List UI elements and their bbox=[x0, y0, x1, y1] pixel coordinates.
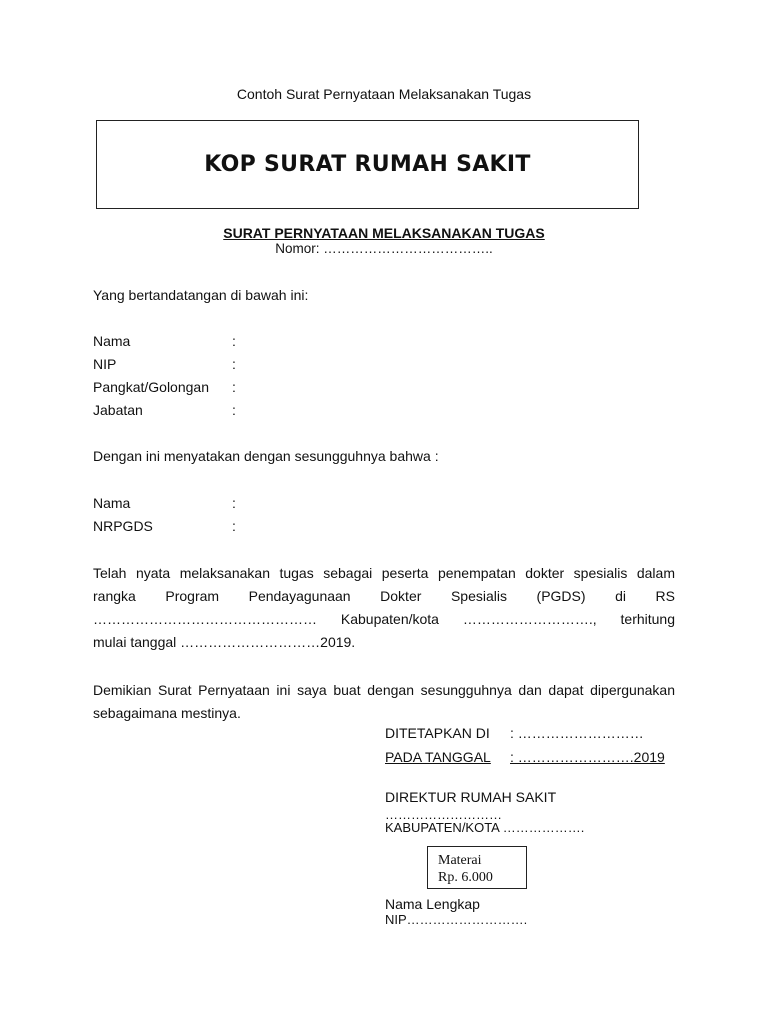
intro-text: Yang bertandatangan di bawah ini: bbox=[93, 287, 309, 303]
body-line: mulai tanggal …………………………2019. bbox=[93, 634, 356, 650]
field-colon: : bbox=[232, 495, 236, 511]
field-label: Nama bbox=[93, 495, 131, 511]
closing-line: Demikian Surat Pernyataan ini saya buat dengan sesungguhnya dan dapat dipergunakan bbox=[93, 682, 675, 698]
ditetapkan-value: : ……………………… bbox=[510, 725, 644, 741]
director-title: DIREKTUR RUMAH SAKIT bbox=[385, 789, 557, 805]
body-line: ………………………………………… Kabupaten/kota ………………………., terhitung bbox=[93, 611, 675, 627]
kabupaten-line: KABUPATEN/KOTA ………………. bbox=[385, 820, 585, 835]
closing-paragraph bbox=[93, 679, 675, 725]
tanggal-label: PADA TANGGAL bbox=[385, 749, 491, 765]
materai-amount: Rp. 6.000 bbox=[438, 870, 493, 885]
director-dots: ……………………… bbox=[385, 807, 502, 822]
signer-name: Nama Lengkap bbox=[385, 896, 480, 912]
field-colon: : bbox=[232, 333, 236, 349]
field-colon: : bbox=[232, 356, 236, 372]
letter-number: Nomor: ……………………………….. bbox=[275, 241, 493, 256]
declaration-text: Dengan ini menyatakan dengan sesungguhnya bahwa : bbox=[93, 448, 439, 464]
letter-title: SURAT PERNYATAAN MELAKSANAKAN TUGAS bbox=[223, 225, 545, 241]
field-label: NRPGDS bbox=[93, 518, 153, 534]
ditetapkan-label: DITETAPKAN DI bbox=[385, 725, 490, 741]
field-colon: : bbox=[232, 518, 236, 534]
field-label: NIP bbox=[93, 356, 117, 372]
closing-line: sebagaimana mestinya. bbox=[93, 705, 241, 721]
field-label: Nama bbox=[93, 333, 131, 349]
letterhead-title: KOP SURAT RUMAH SAKIT bbox=[204, 152, 531, 177]
body-paragraph bbox=[93, 562, 675, 654]
letterhead-box bbox=[96, 120, 639, 209]
body-line: rangka Program Pendayagunaan Dokter Spesialis (PGDS) di RS bbox=[93, 588, 675, 604]
document-caption: Contoh Surat Pernyataan Melaksanakan Tugas bbox=[236, 86, 532, 102]
tanggal-row bbox=[385, 749, 665, 765]
signer-nip: NIP………………………. bbox=[385, 912, 528, 927]
materai-label: Materai bbox=[438, 853, 482, 868]
body-line: Telah nyata melaksanakan tugas sebagai peserta penempatan dokter spesialis dalam bbox=[93, 565, 675, 581]
materai-stamp-box bbox=[427, 846, 527, 889]
field-colon: : bbox=[232, 379, 236, 395]
ditetapkan-row bbox=[385, 725, 644, 741]
field-label: Jabatan bbox=[93, 402, 143, 418]
field-label: Pangkat/Golongan bbox=[93, 379, 209, 395]
field-colon: : bbox=[232, 402, 236, 418]
tanggal-value: : …………………….2019 bbox=[510, 749, 665, 765]
